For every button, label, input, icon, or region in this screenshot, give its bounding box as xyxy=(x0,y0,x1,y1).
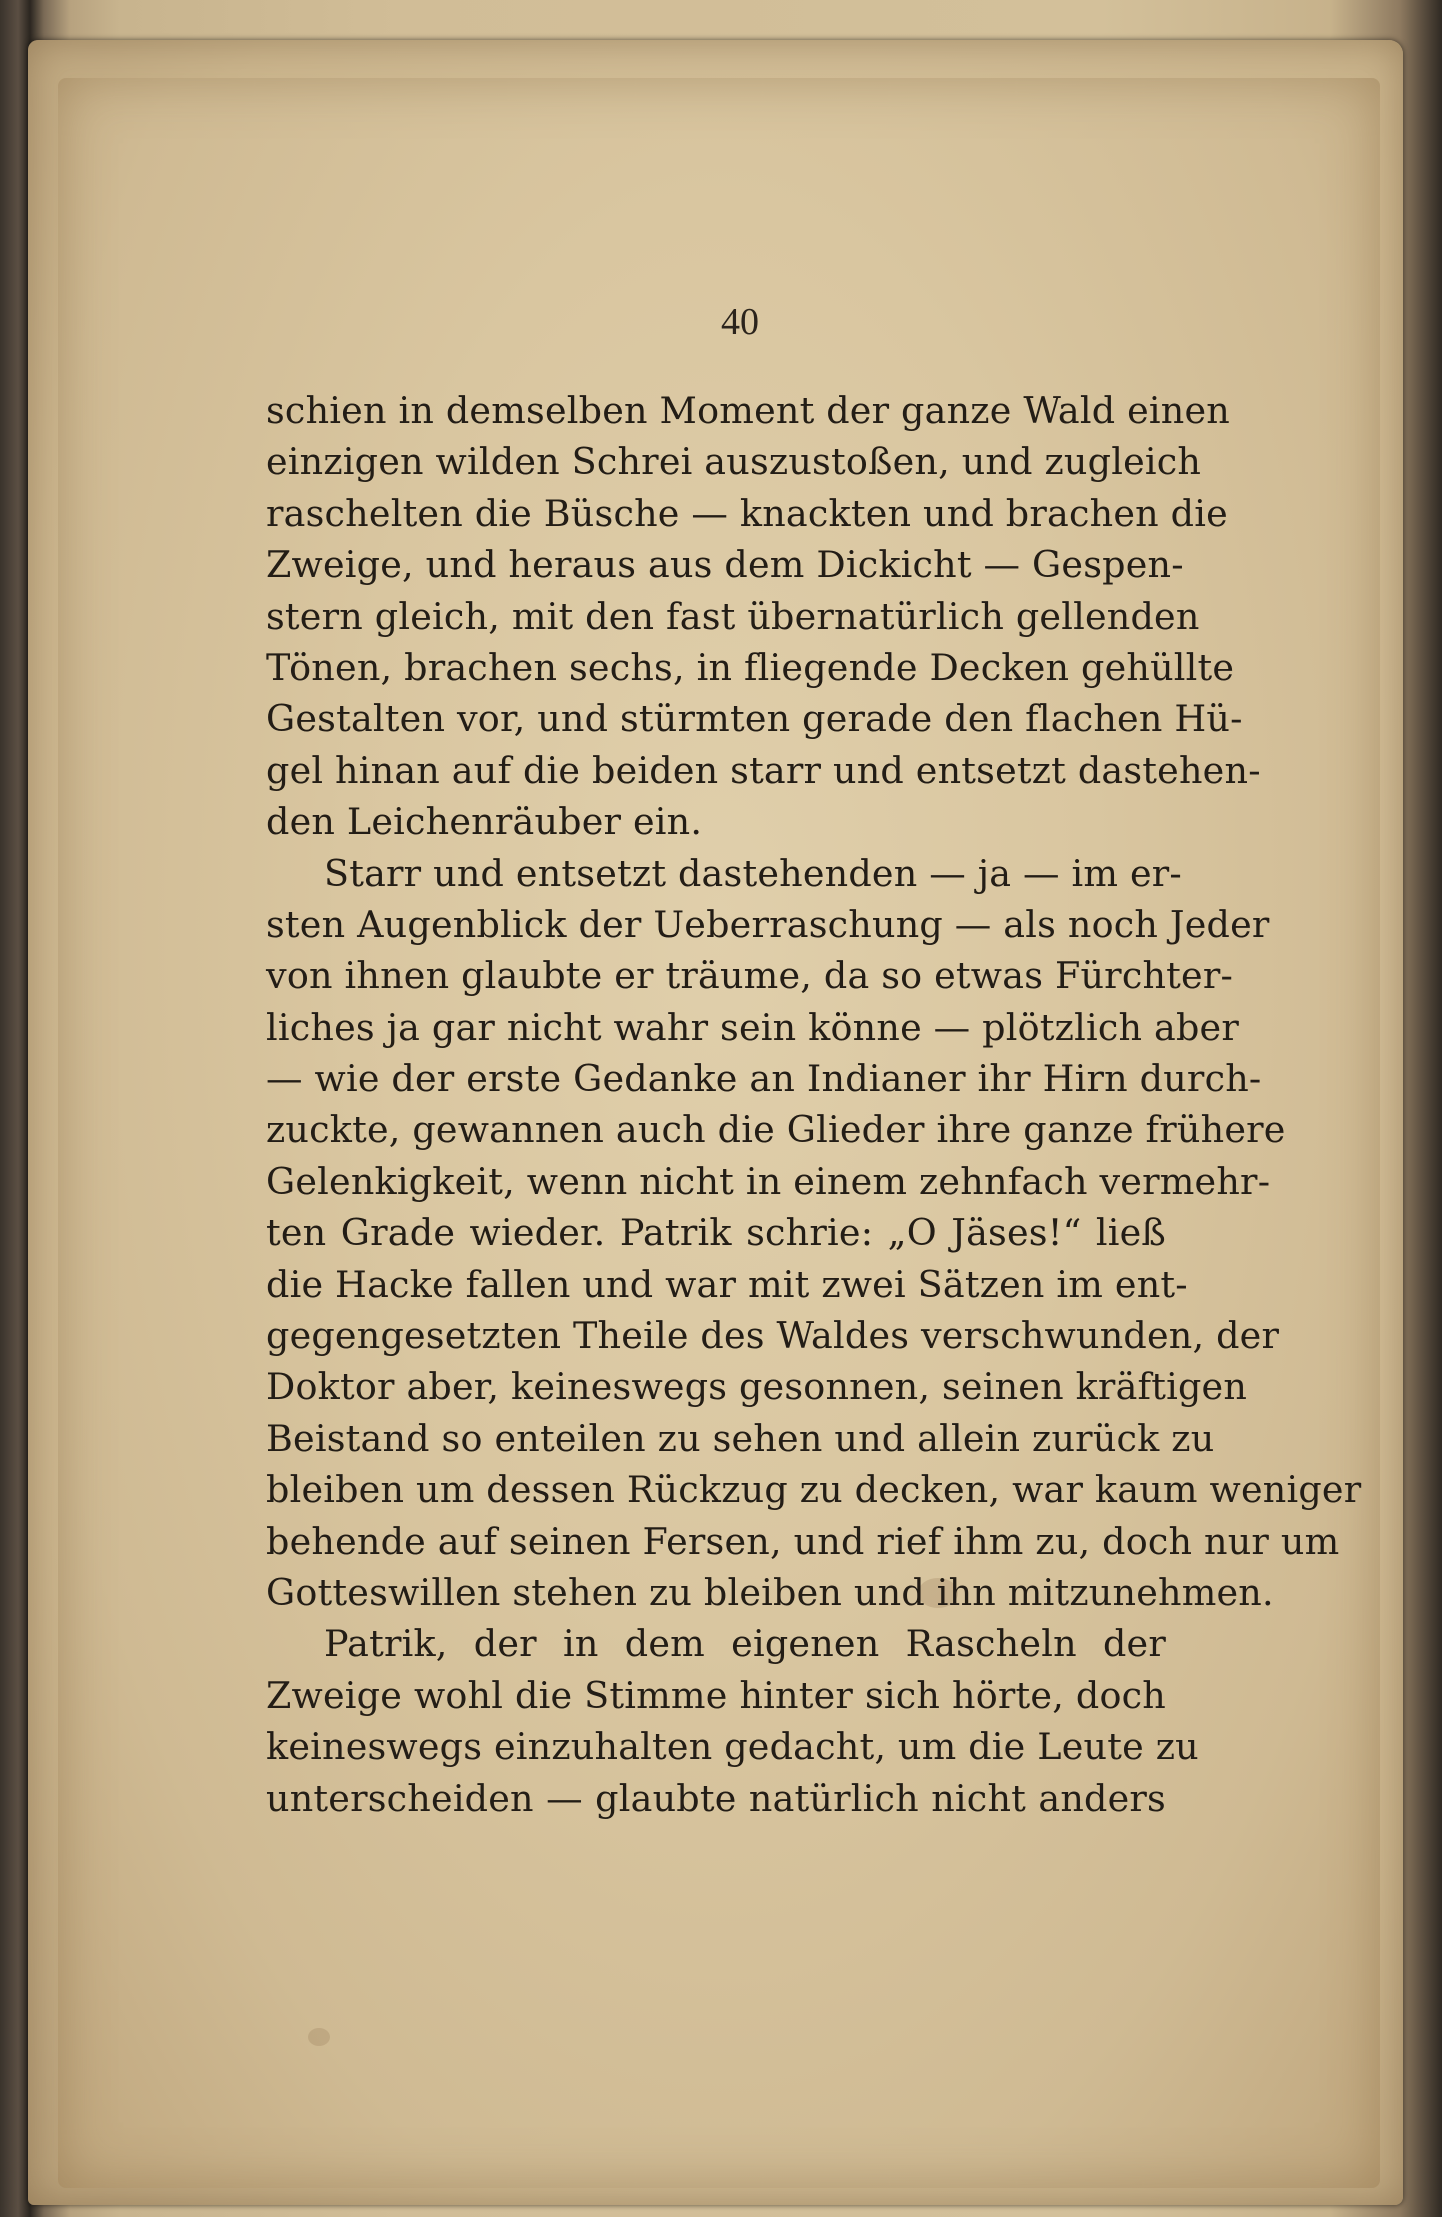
text-line: — wie der erste Gedanke an Indianer ihr Hirn durch- xyxy=(266,1057,1262,1101)
text-line: schien in demselben Moment der ganze Wald einen xyxy=(266,389,1230,432)
page-number: 40 xyxy=(721,301,759,343)
text-line: Zweige wohl die Stimme hinter sich hörte, doch xyxy=(266,1673,1166,1717)
text-line: stern gleich, mit den fast übernatürlich gellenden xyxy=(266,594,1200,638)
text-line: den Leichenräuber ein. xyxy=(266,800,703,844)
text-line: von ihnen glaubte er träume, da so etwas Fürchter- xyxy=(266,954,1234,998)
text-line: gegengesetzten Theile des Waldes verschwunden, der xyxy=(266,1314,1280,1358)
text-line: sten Augenblick der Ueberraschung — als noch Jeder xyxy=(266,902,1270,946)
text-line: Gotteswillen stehen zu bleiben und ihn mitzunehmen. xyxy=(266,1570,1274,1614)
text-line: Patrik, der in dem eigenen Rascheln der xyxy=(324,1622,1166,1666)
text-line: einzigen wilden Schrei auszustoßen, und zugleich xyxy=(266,440,1202,484)
body-text xyxy=(266,385,1362,1824)
text-line: gel hinan auf die beiden starr und entsetzt dastehen- xyxy=(266,748,1261,792)
text-line: bleiben um dessen Rückzug zu decken, war kaum weniger xyxy=(266,1468,1362,1512)
text-line: Starr und entsetzt dastehenden — ja — im er- xyxy=(324,851,1182,895)
text-line: zuckte, gewannen auch die Glieder ihre ganze frühere xyxy=(266,1108,1286,1152)
text-line: unterscheiden — glaubte natürlich nicht anders xyxy=(266,1776,1166,1820)
text-line: Gestalten vor, und stürmten gerade den flachen Hü- xyxy=(266,697,1243,741)
text-line: Beistand so enteilen zu sehen und allein zurück zu xyxy=(266,1416,1215,1460)
text-line: ten Grade wieder. Patrik schrie: „O Jäses!“ ließ xyxy=(266,1211,1166,1255)
text-line: die Hacke fallen und war mit zwei Sätzen im ent- xyxy=(266,1262,1188,1306)
text-line: Gelenkigkeit, wenn nicht in einem zehnfach vermehr- xyxy=(266,1159,1271,1203)
text-line: Zweige, und heraus aus dem Dickicht — Gespen- xyxy=(266,543,1184,587)
text-line: liches ja gar nicht wahr sein könne — plötzlich aber xyxy=(266,1005,1239,1049)
text-line: Doktor aber, keineswegs gesonnen, seinen kräftigen xyxy=(266,1365,1248,1409)
text-line: keineswegs einzuhalten gedacht, um die Leute zu xyxy=(266,1725,1199,1769)
text-line: Tönen, brachen sechs, in fliegende Decken gehüllte xyxy=(266,645,1235,689)
paper-stain xyxy=(308,2028,330,2046)
text-line: raschelten die Büsche — knackten und brachen die xyxy=(266,491,1228,535)
text-line: behende auf seinen Fersen, und rief ihm zu, doch nur um xyxy=(266,1519,1340,1563)
